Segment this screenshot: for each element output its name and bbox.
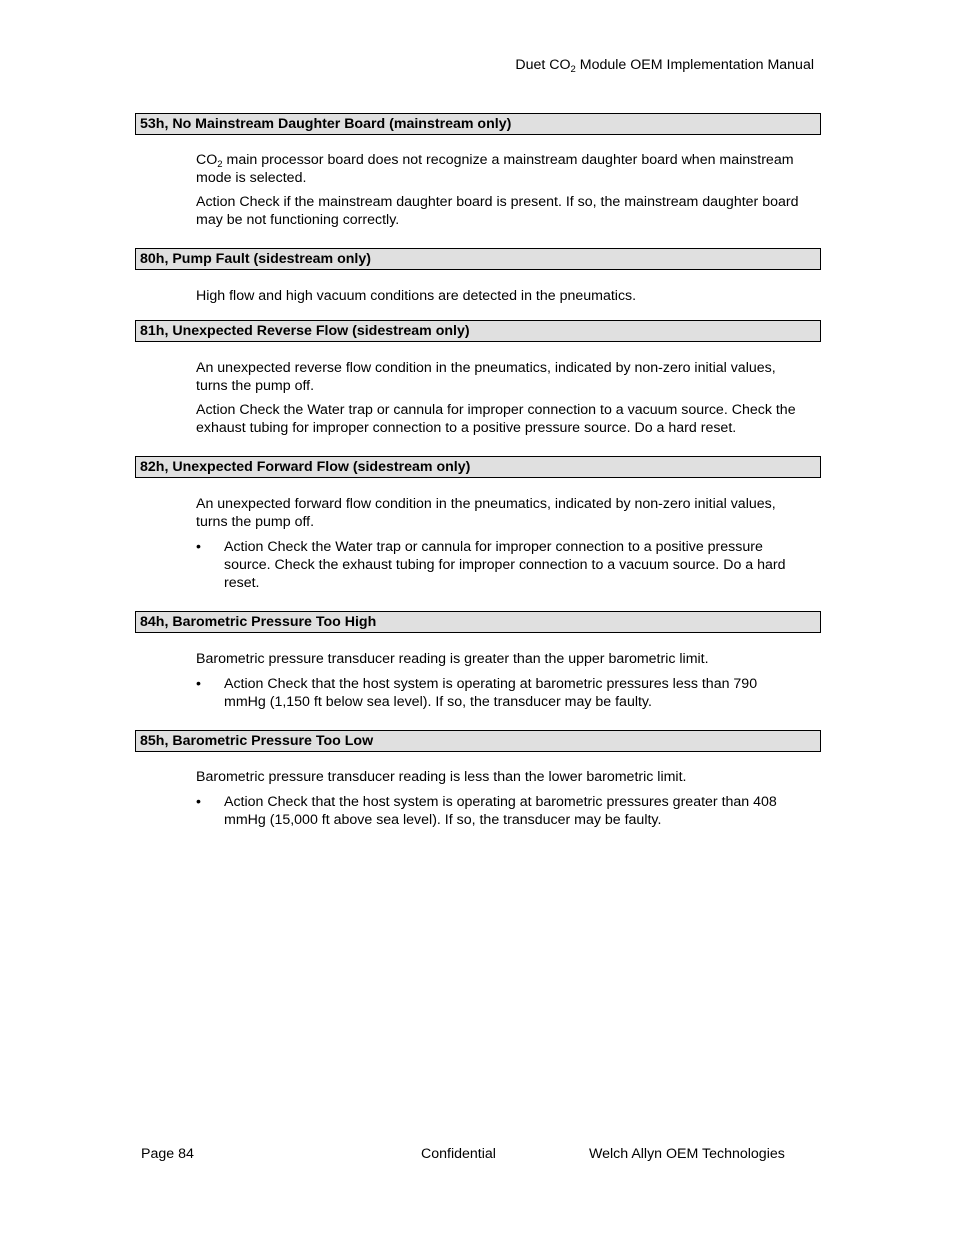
section-heading-80h: 80h, Pump Fault (sidestream only)	[135, 248, 821, 270]
section-85h-action-bullet	[196, 793, 796, 829]
section-82h-action-bullet	[196, 538, 796, 592]
section-heading-84h: 84h, Barometric Pressure Too High	[135, 611, 821, 633]
section-82h-description: An unexpected forward flow condition in the pneumatics, indicated by non-zero initial values, turns the pump off.	[196, 496, 776, 530]
section-84h-action-bullet	[196, 675, 796, 711]
section-heading-53h: 53h, No Mainstream Daughter Board (mainstream only)	[135, 113, 821, 135]
footer-company: Welch Allyn OEM Technologies	[589, 1146, 785, 1162]
footer-confidential: Confidential	[421, 1146, 496, 1162]
desc-subscript: 2	[217, 159, 223, 170]
desc-pre: CO	[196, 152, 218, 168]
section-85h-description: Barometric pressure transducer reading is less than the lower barometric limit.	[196, 769, 687, 785]
section-heading-81h: 81h, Unexpected Reverse Flow (sidestream only)	[135, 320, 821, 342]
desc-post: main processor board does not recognize a mainstream daughter board when mainstream mode is selected.	[196, 152, 794, 186]
section-heading-85h: 85h, Barometric Pressure Too Low	[135, 730, 821, 752]
section-84h-description: Barometric pressure transducer reading is greater than the upper barometric limit.	[196, 651, 709, 667]
section-81h-action: Action Check the Water trap or cannula for improper connection to a vacuum source. Check the exhaust tubing for improper connection to a positive pressure source. Do a hard reset.	[196, 402, 796, 436]
bullet-glyph: •	[196, 676, 201, 692]
bullet-text: Action Check that the host system is operating at barometric pressures greater than 408 mmHg (15,000 ft above sea level). If so, the transducer may be faulty.	[224, 794, 777, 828]
bullet-glyph: •	[196, 794, 201, 810]
running-header	[515, 56, 814, 74]
bullet-text: Action Check that the host system is operating at barometric pressures less than 790 mmHg (1,150 ft below sea level). If so, the transducer may be faulty.	[224, 676, 758, 710]
section-80h-description: High flow and high vacuum conditions are detected in the pneumatics.	[196, 288, 637, 304]
header-title-post: Module OEM Implementation Manual	[575, 57, 814, 73]
bullet-text: Action Check the Water trap or cannula for improper connection to a positive pressure source. Check the exhaust tubing for improper connection to a vacuum source. Do a hard reset.	[224, 539, 786, 591]
header-title-pre: Duet CO	[515, 57, 571, 73]
section-81h-description: An unexpected reverse flow condition in the pneumatics, indicated by non-zero initial values, turns the pump off.	[196, 360, 776, 394]
section-53h-action: Action Check if the mainstream daughter board is present. If so, the mainstream daughter board may be not functioning correctly.	[196, 194, 799, 228]
header-title-subscript: 2	[570, 64, 576, 75]
footer-page-number: Page 84	[141, 1146, 194, 1162]
bullet-glyph: •	[196, 539, 201, 555]
section-heading-82h: 82h, Unexpected Forward Flow (sidestream only)	[135, 456, 821, 478]
section-53h-description	[196, 151, 806, 187]
